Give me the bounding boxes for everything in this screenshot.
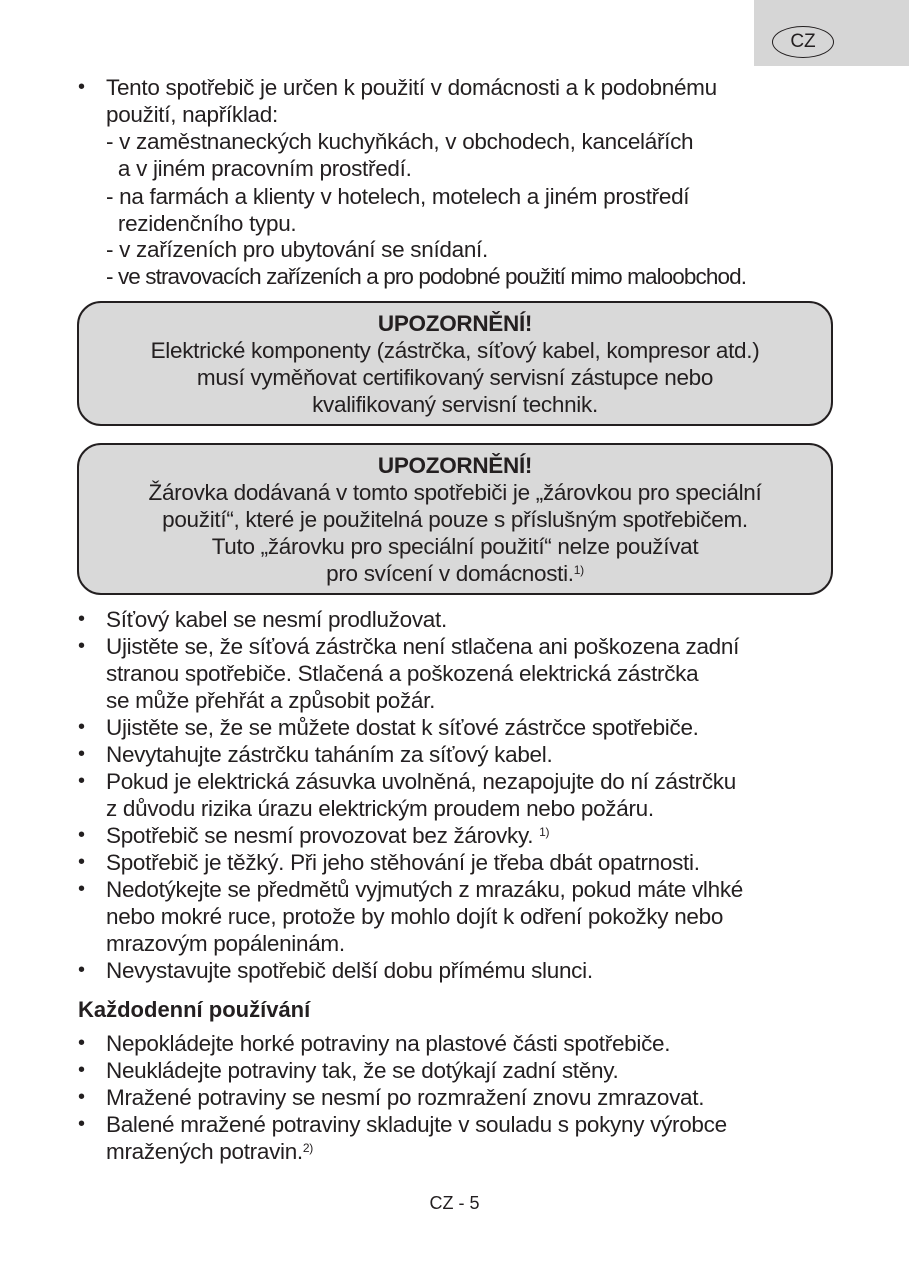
list-item: Nepokládejte horké potraviny na plastové části spotřebiče. xyxy=(106,1031,671,1056)
list-item: Ujistěte se, že se můžete dostat k síťové zástrčce spotřebiče. xyxy=(106,715,699,740)
warning-line: použití“, které je použitelná pouze s příslušným spotřebičem. xyxy=(162,507,748,532)
bullet-icon: • xyxy=(78,608,86,630)
list-item: Nedotýkejte se předmětů vyjmutých z mrazáku, pokud máte vlhké xyxy=(106,877,743,902)
warning-line: musí vyměňovat certifikovaný servisní zástupce nebo xyxy=(196,365,714,390)
warning-box-bulb xyxy=(77,443,833,595)
text-line: - v zařízeních pro ubytování se snídaní. xyxy=(106,237,488,262)
bullet-icon: • xyxy=(78,743,86,765)
list-item: Nevytahujte zástrčku taháním za síťový kabel. xyxy=(106,742,553,767)
language-tab xyxy=(754,0,909,66)
warning-line: Elektrické komponenty (zástrčka, síťový kabel, kompresor atd.) xyxy=(150,338,760,363)
warning-line: Žárovka dodávaná v tomto spotřebiči je „žárovkou pro speciální xyxy=(148,480,762,505)
bullet-icon: • xyxy=(78,76,86,98)
bullet-icon: • xyxy=(78,635,86,657)
list-item-text: Spotřebič se nesmí provozovat bez žárovky. xyxy=(106,823,534,848)
language-badge: CZ xyxy=(772,26,834,58)
list-item-text: mražených potravin. xyxy=(106,1139,303,1164)
list-item-cont: z důvodu rizika úrazu elektrickým proudem nebo požáru. xyxy=(106,796,654,821)
list-item-cont: se může přehřát a způsobit požár. xyxy=(106,688,436,713)
bullet-icon: • xyxy=(78,1113,86,1135)
list-item-cont: stranou spotřebiče. Stlačená a poškozená elektrická zástrčka xyxy=(106,661,699,686)
bullet-icon: • xyxy=(78,878,86,900)
list-item: Pokud je elektrická zásuvka uvolněná, nezapojujte do ní zástrčku xyxy=(106,769,736,794)
page-number: CZ - 5 xyxy=(429,1193,480,1213)
text-line: - ve stravovacích zařízeních a pro podobné použití mimo maloobchod. xyxy=(106,264,747,289)
bullet-icon: • xyxy=(78,1032,86,1054)
list-item-cont: mrazovým popáleninám. xyxy=(106,931,345,956)
text-line: rezidenčního typu. xyxy=(106,211,297,236)
bullet-icon: • xyxy=(78,824,86,846)
text-line: Tento spotřebič je určen k použití v domácnosti a k podobnému xyxy=(106,75,717,100)
warning-title: UPOZORNĚNÍ! xyxy=(377,311,533,336)
bullet-icon: • xyxy=(78,851,86,873)
list-item xyxy=(106,822,549,849)
footnote-ref: 1) xyxy=(573,563,584,577)
list-item: Balené mražené potraviny skladujte v souladu s pokyny výrobce xyxy=(106,1112,727,1137)
bullet-icon: • xyxy=(78,716,86,738)
bullet-icon: • xyxy=(78,1086,86,1108)
list-item: Mražené potraviny se nesmí po rozmražení znovu zmrazovat. xyxy=(106,1085,705,1110)
text-line: - v zaměstnaneckých kuchyňkách, v obchodech, kancelářích xyxy=(106,129,694,154)
bullet-icon: • xyxy=(78,959,86,981)
section-heading-daily-use: Každodenní používání xyxy=(78,997,311,1022)
bullet-icon: • xyxy=(78,770,86,792)
warning-line: Tuto „žárovku pro speciální použití“ nelze používat xyxy=(211,534,699,559)
warning-title: UPOZORNĚNÍ! xyxy=(377,453,533,478)
footnote-ref: 1) xyxy=(539,825,550,839)
list-item: Ujistěte se, že síťová zástrčka není stlačena ani poškozena zadní xyxy=(106,634,740,659)
text-line: - na farmách a klienty v hotelech, motelech a jiném prostředí xyxy=(106,184,690,209)
list-item-cont: nebo mokré ruce, protože by mohlo dojít k odření pokožky nebo xyxy=(106,904,724,929)
bullet-icon: • xyxy=(78,1059,86,1081)
footnote-ref: 2) xyxy=(302,1141,313,1155)
list-item: Síťový kabel se nesmí prodlužovat. xyxy=(106,607,447,632)
list-item-cont xyxy=(106,1138,313,1165)
list-item: Nevystavujte spotřebič delší dobu přímému slunci. xyxy=(106,958,593,983)
warning-line xyxy=(79,560,831,587)
warning-line: kvalifikovaný servisní technik. xyxy=(312,392,598,417)
list-item: Spotřebič je těžký. Při jeho stěhování je třeba dbát opatrnosti. xyxy=(106,850,700,875)
warning-line-text: pro svícení v domácnosti. xyxy=(326,561,574,586)
warning-box-components xyxy=(77,301,833,426)
text-line: použití, například: xyxy=(106,102,278,127)
list-item: Neukládejte potraviny tak, že se dotýkají zadní stěny. xyxy=(106,1058,619,1083)
text-line: a v jiném pracovním prostředí. xyxy=(106,156,412,181)
